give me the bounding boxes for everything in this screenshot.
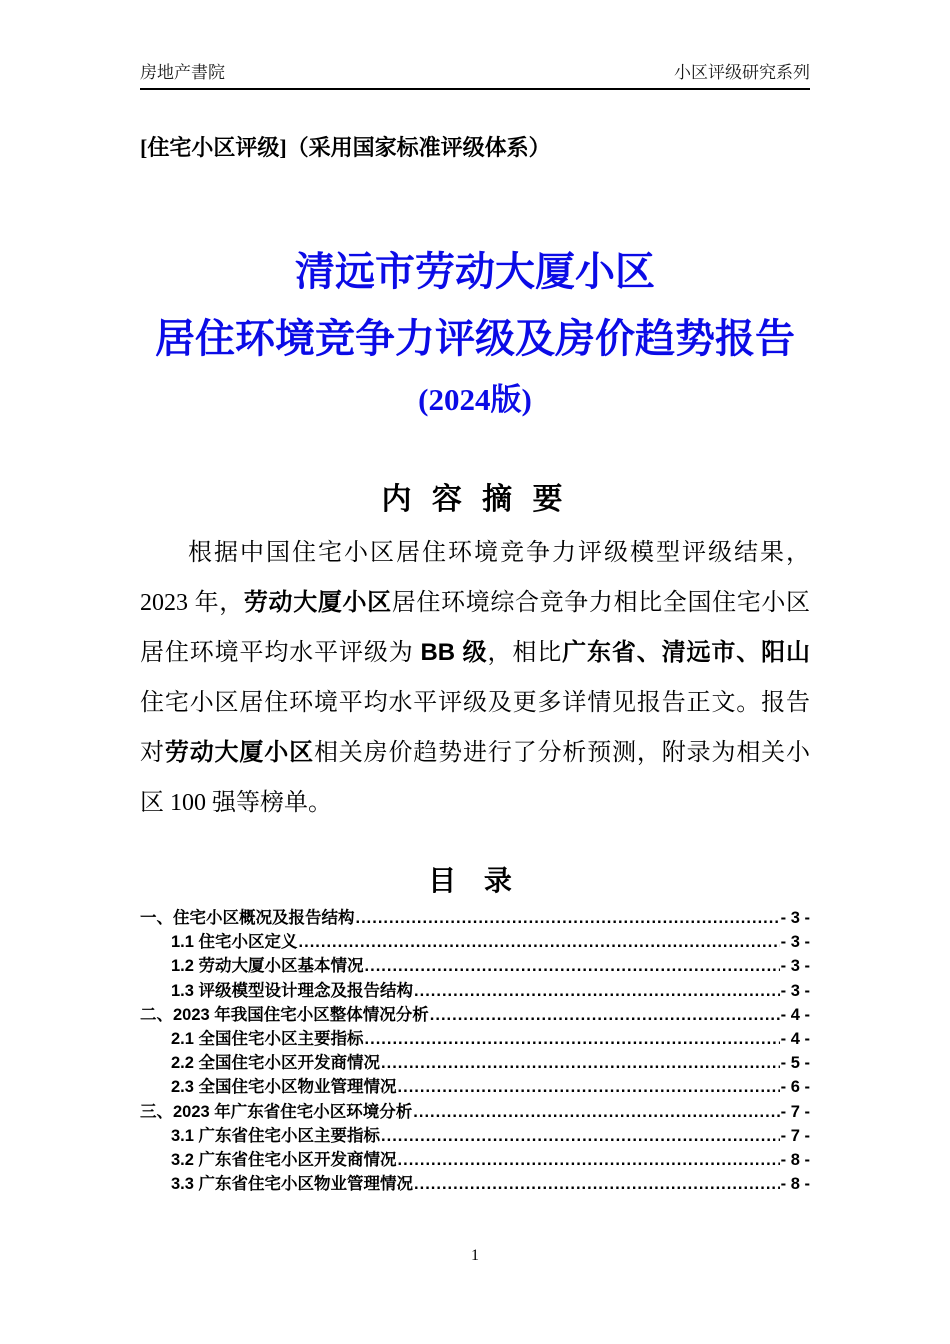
toc-item	[140, 1075, 810, 1099]
toc-leader-dots	[414, 979, 780, 1003]
toc-item	[140, 906, 810, 930]
report-title-edition: (2024版)	[418, 382, 532, 417]
toc-leader-dots	[398, 1148, 780, 1172]
toc-page-number: - 3 -	[780, 909, 810, 927]
toc-item	[140, 1148, 810, 1172]
toc-item-label: 二、2023 年我国住宅小区整体情况分析	[140, 1005, 429, 1024]
toc-page-number: - 4 -	[780, 1005, 810, 1024]
toc-item-label: 2.3 全国住宅小区物业管理情况	[171, 1078, 397, 1097]
toc-page-number: - 3 -	[780, 981, 810, 1000]
toc-item-label: 1.2 劳动大厦小区基本情况	[171, 957, 364, 976]
toc-item	[140, 979, 810, 1003]
toc-item	[140, 1100, 810, 1124]
toc-page-number: - 6 -	[780, 1078, 810, 1097]
header-left-text: 房地产書院	[140, 63, 225, 82]
toc-page-number: - 7 -	[780, 1102, 810, 1121]
toc-leader-dots	[299, 930, 780, 954]
summary-text: 居住环境综合竞争力相比全国住宅小区居住环境平均水平评级为	[140, 590, 811, 666]
toc-item-label: 2.2 全国住宅小区开发商情况	[171, 1054, 381, 1073]
toc-leader-dots	[365, 954, 780, 978]
toc-item	[140, 1124, 810, 1148]
page-header	[140, 0, 810, 90]
summary-heading: 内 容 摘 要	[381, 483, 569, 516]
toc-item-label: 1.1 住宅小区定义	[171, 933, 298, 952]
toc-list	[140, 906, 810, 1196]
toc-leader-dots	[414, 1172, 780, 1196]
summary-text: 住宅小区居住环境平均水平评级及更多详情见报告正文。报告对	[140, 690, 810, 766]
toc-leader-dots	[381, 1051, 780, 1075]
toc-page-number: - 4 -	[780, 1030, 810, 1049]
report-title-block	[140, 252, 810, 415]
summary-text: 相关房价趋势进行了分析预测，附录为相关小区 100 强等榜单。	[140, 740, 811, 816]
summary-text: ，相比	[487, 640, 563, 666]
summary-bold-text: 广东省、清远市、阳山	[562, 639, 811, 666]
summary-paragraph	[140, 528, 810, 828]
toc-item-label: 2.1 全国住宅小区主要指标	[171, 1030, 364, 1049]
toc-item	[140, 930, 810, 954]
toc-item	[140, 1027, 810, 1051]
toc-page-number: - 8 -	[780, 1151, 810, 1170]
toc-item-label: 1.3 评级模型设计理念及报告结构	[171, 981, 414, 1000]
summary-text: 根据中国住宅小区居住环境竞争力评级模型评级结果，2023 年，	[140, 540, 810, 616]
page-number: 1	[471, 1247, 479, 1264]
toc-item-label: 三、2023 年广东省住宅小区环境分析	[140, 1102, 413, 1121]
toc-leader-dots	[430, 1003, 780, 1027]
summary-bold-text: 劳动大厦小区	[243, 589, 392, 616]
toc-item-label: 一、住宅小区概况及报告结构	[140, 909, 355, 927]
toc-item	[140, 954, 810, 978]
toc-item	[140, 1003, 810, 1027]
toc-page-number: - 7 -	[780, 1126, 810, 1145]
rating-system-note: [住宅小区评级]（采用国家标准评级体系）	[140, 135, 551, 160]
toc-heading: 目 录	[428, 865, 522, 896]
toc-page-number: - 3 -	[780, 933, 810, 952]
toc-item-label: 3.3 广东省住宅小区物业管理情况	[171, 1175, 414, 1194]
toc-leader-dots	[356, 906, 780, 930]
toc-leader-dots	[381, 1124, 780, 1148]
toc-leader-dots	[398, 1075, 780, 1099]
summary-bold-text: 劳动大厦小区	[164, 739, 314, 766]
toc-item-label: 3.2 广东省住宅小区开发商情况	[171, 1151, 397, 1170]
toc-item	[140, 1172, 810, 1196]
report-title-line1: 清远市劳动大厦小区	[295, 250, 655, 294]
toc-leader-dots	[413, 1100, 779, 1124]
document-content	[140, 0, 810, 1196]
toc-page-number: - 5 -	[780, 1054, 810, 1073]
toc-item-label: 3.1 广东省住宅小区主要指标	[171, 1126, 381, 1145]
toc-page-number: - 3 -	[780, 957, 810, 976]
toc-leader-dots	[365, 1027, 780, 1051]
toc-item	[140, 1051, 810, 1075]
summary-bold-text: BB 级	[420, 639, 488, 666]
toc-page-number: - 8 -	[780, 1175, 810, 1194]
report-title-line2: 居住环境竞争力评级及房价趋势报告	[155, 317, 795, 361]
header-right-text: 小区评级研究系列	[674, 63, 810, 82]
